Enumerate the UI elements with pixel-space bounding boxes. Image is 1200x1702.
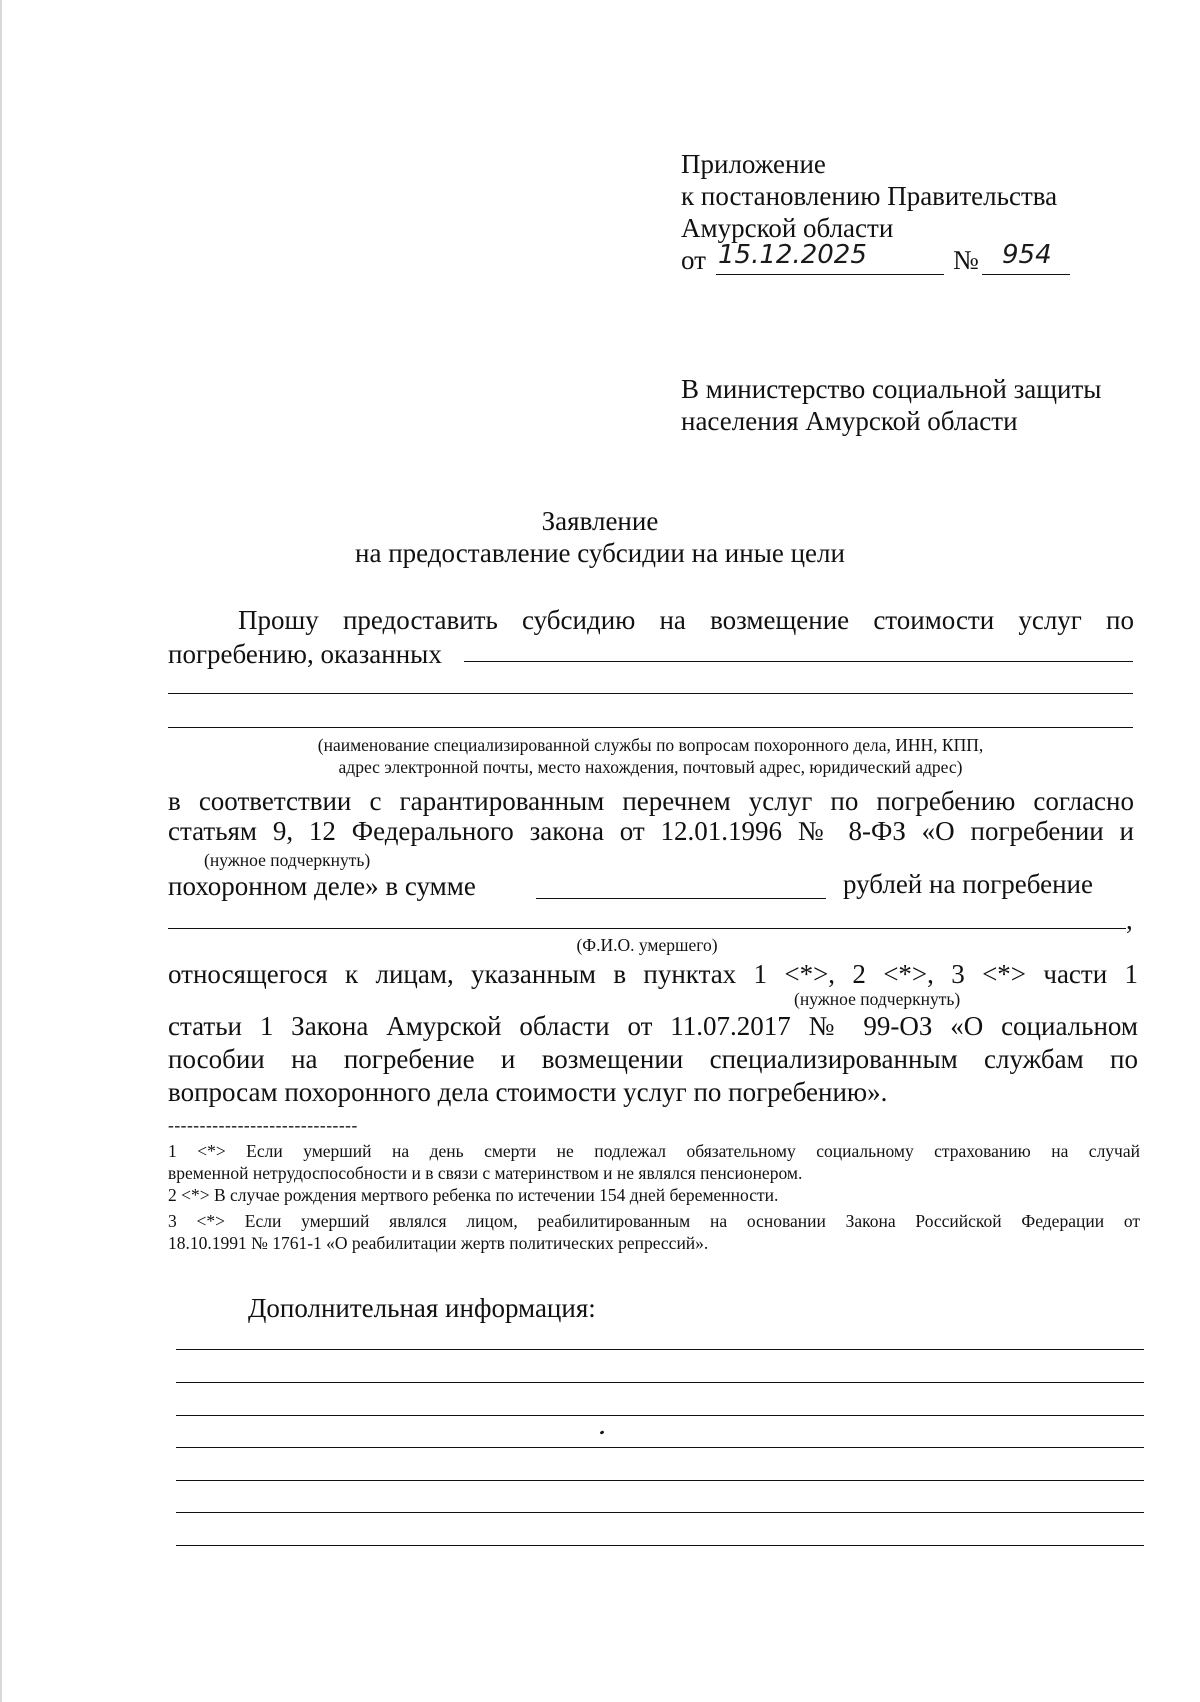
body-p3-line-3: пособии на погребение и возмещении специализированным службам по — [168, 1044, 1138, 1074]
additional-info-line-3 — [176, 1415, 1144, 1416]
caption-underline-1: (нужное подчеркнуть) — [204, 850, 371, 870]
body-p3-line-4: вопросам похоронного дела стоимости услуг по погребению». — [168, 1077, 888, 1107]
scan-speck — [600, 1430, 605, 1435]
service-name-blank-1 — [464, 661, 1133, 662]
deceased-name-blank — [168, 928, 1126, 929]
appendix-date-prefix: от — [681, 245, 706, 275]
footnote-3-line-2: 18.10.1991 № 1761-1 «О реабилитации жертв политических репрессий». — [168, 1233, 709, 1253]
footnote-separator: ------------------------------ — [168, 1115, 358, 1135]
body-p2-line-3a: похоронном деле» в сумме — [168, 871, 476, 901]
footnote-1-line-2: временной нетрудоспособности и в связи с материнством и не являлся пенсионером. — [168, 1163, 803, 1183]
footnote-1-line-1: 1 <*> Если умерший на день смерти не подлежал обязательному социальному страхованию на случай — [168, 1141, 1140, 1161]
additional-info-line-7 — [176, 1545, 1144, 1546]
sum-blank-line — [536, 898, 826, 899]
footnote-3-line-1: 3 <*> Если умерший являлся лицом, реабилитированным на основании Закона Российской Федерации от — [168, 1211, 1140, 1231]
date-blank-line — [716, 274, 944, 275]
service-name-blank-2 — [168, 693, 1133, 694]
body-p3-line-2: статьи 1 Закона Амурской области от 11.07.2017 № 99-ОЗ «О социальном — [168, 1011, 1138, 1041]
service-name-blank-3 — [168, 727, 1133, 728]
appendix-line-3: Амурской области — [681, 213, 894, 243]
additional-info-line-4 — [176, 1447, 1144, 1448]
additional-info-line-1 — [176, 1349, 1144, 1350]
addressee-line-2: населения Амурской области — [681, 406, 1018, 436]
appendix-number-prefix: № — [953, 245, 979, 275]
deceased-comma: , — [1126, 905, 1133, 935]
additional-info-line-6 — [176, 1512, 1144, 1513]
body-p2-line-1: в соответствии с гарантированным перечнем услуг по погребению согласно — [168, 786, 1134, 816]
additional-info-line-2 — [176, 1382, 1144, 1383]
number-blank-line — [982, 274, 1070, 275]
body-p1-line-2: погребению, оказанных — [168, 639, 442, 669]
additional-info-line-5 — [176, 1480, 1144, 1481]
additional-info-label: Дополнительная информация: — [248, 1293, 596, 1323]
body-p2-line-2: статьям 9, 12 Федерального закона от 12.01.1996 № 8-ФЗ «О погребении и — [168, 816, 1134, 846]
caption-deceased: (Ф.И.О. умершего) — [576, 935, 718, 955]
addressee-line-1: В министерство социальной защиты — [681, 374, 1102, 404]
caption-service-1: (наименование специализированной службы по вопросам похоронного дела, ИНН, КПП, — [317, 735, 984, 755]
handwritten-number: 954 — [1002, 240, 1052, 270]
body-p2-line-3b: рублей на погребение — [843, 869, 1093, 899]
document-title: Заявление — [541, 506, 659, 536]
caption-underline-2: (нужное подчеркнуть) — [794, 989, 961, 1009]
body-p3-line-1: относящегося к лицам, указанным в пунктах 1 <*>, 2 <*>, 3 <*> части 1 — [168, 959, 1138, 989]
body-p1-line-1: Прошу предоставить субсидию на возмещение стоимости услуг по — [238, 605, 1134, 635]
caption-service-2: адрес электронной почты, место нахождения, почтовый адрес, юридический адрес) — [338, 757, 963, 777]
document-subtitle: на предоставление субсидии на иные цели — [355, 538, 845, 568]
appendix-line-2: к постановлению Правительства — [681, 181, 1058, 211]
footnote-2: 2 <*> В случае рождения мертвого ребенка по истечении 154 дней беременности. — [168, 1185, 779, 1205]
appendix-line-1: Приложение — [681, 149, 826, 179]
handwritten-date: 15.12.2025 — [718, 240, 867, 270]
scan-edge — [0, 0, 2, 1702]
